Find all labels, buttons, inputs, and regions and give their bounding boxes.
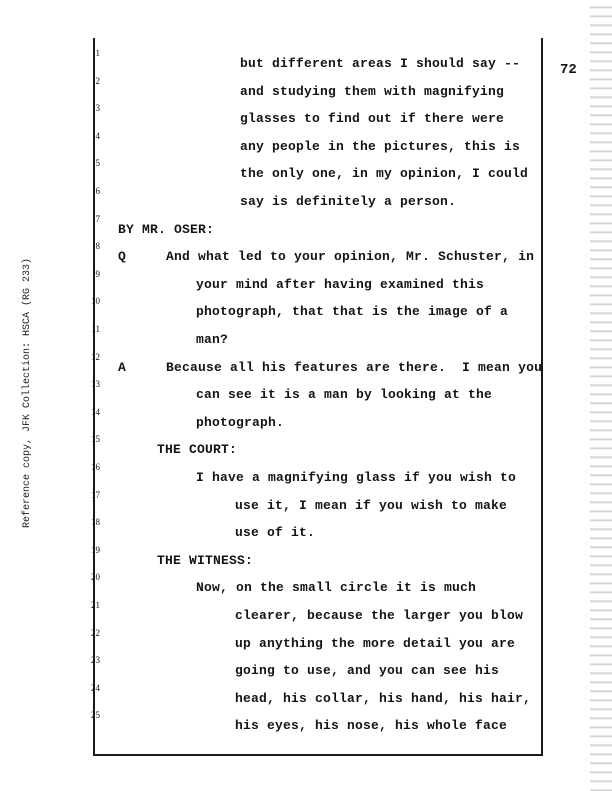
- line-number: 19: [91, 544, 100, 555]
- transcript-line: but different areas I should say --: [240, 56, 521, 71]
- transcript-line: photograph, that that is the image of a: [196, 304, 509, 320]
- line-number: 2: [95, 75, 100, 86]
- transcript-line: any people in the pictures, this is: [240, 138, 521, 154]
- left-margin-rule: [93, 38, 95, 756]
- line-number: 15: [91, 434, 100, 445]
- line-number: 7: [95, 213, 100, 224]
- line-number: 24: [91, 682, 100, 693]
- line-number: 17: [91, 489, 100, 500]
- line-number: 14: [91, 406, 100, 417]
- line-number: 8: [95, 241, 100, 252]
- line-number: 1: [95, 48, 100, 58]
- transcript-line: BY MR. OSER:: [118, 221, 215, 237]
- transcript-line: say is definitely a person.: [240, 194, 457, 209]
- transcript-line: man?: [196, 332, 229, 347]
- transcript-line: the only one, in my opinion, I could: [240, 166, 529, 182]
- transcript-line: Now, on the small circle it is much: [196, 580, 477, 596]
- bottom-rule: [93, 754, 543, 756]
- line-number: 20: [91, 572, 100, 583]
- line-number: 3: [95, 103, 100, 114]
- line-number: 21: [91, 600, 100, 610]
- transcript-line: use it, I mean if you wish to make: [235, 497, 508, 513]
- line-number: 4: [95, 130, 100, 141]
- line-number: 13: [91, 379, 100, 390]
- transcript-line: glasses to find out if there were: [240, 111, 505, 127]
- transcript-line: THE COURT:: [157, 442, 238, 458]
- line-number: 6: [95, 186, 100, 196]
- transcript-line: A Because all his features are there. I mean you: [118, 359, 543, 375]
- line-number: 16: [91, 462, 100, 472]
- line-number: 22: [91, 627, 100, 638]
- transcript-line: use of it.: [235, 525, 316, 541]
- transcript-line: your mind after having examined this: [196, 276, 485, 292]
- transcript-line: clearer, because the larger you blow: [235, 608, 524, 623]
- line-number: 10: [91, 296, 100, 307]
- transcript-line: THE WITNESS:: [157, 552, 254, 568]
- right-margin-rule: [541, 38, 543, 756]
- line-number: 25: [91, 710, 100, 721]
- transcript-line: and studying them with magnifying: [240, 83, 505, 99]
- transcript-line: I have a magnifying glass if you wish to: [196, 470, 517, 485]
- archive-reference-note: Reference copy, JFK Collection: HSCA (RG 233): [22, 257, 33, 528]
- line-number: 23: [91, 655, 100, 666]
- transcript-line: his eyes, his nose, his whole face: [235, 718, 508, 734]
- line-number: 11: [91, 324, 100, 334]
- line-number: 5: [95, 158, 100, 169]
- transcript-line: up anything the more detail you are: [235, 635, 516, 651]
- transcript-line: photograph.: [196, 414, 285, 430]
- transcript-line: going to use, and you can see his: [235, 663, 500, 679]
- line-number: 12: [91, 351, 100, 362]
- page-number: 72: [560, 62, 577, 78]
- scan-edge-noise: [590, 0, 612, 791]
- transcript-line: head, his collar, his hand, his hair,: [235, 690, 532, 706]
- line-number: 18: [91, 517, 100, 528]
- transcript-line: Q And what led to your opinion, Mr. Schuster, in: [118, 249, 535, 265]
- transcript-line: can see it is a man by looking at the: [196, 387, 493, 403]
- line-number: 9: [95, 268, 100, 279]
